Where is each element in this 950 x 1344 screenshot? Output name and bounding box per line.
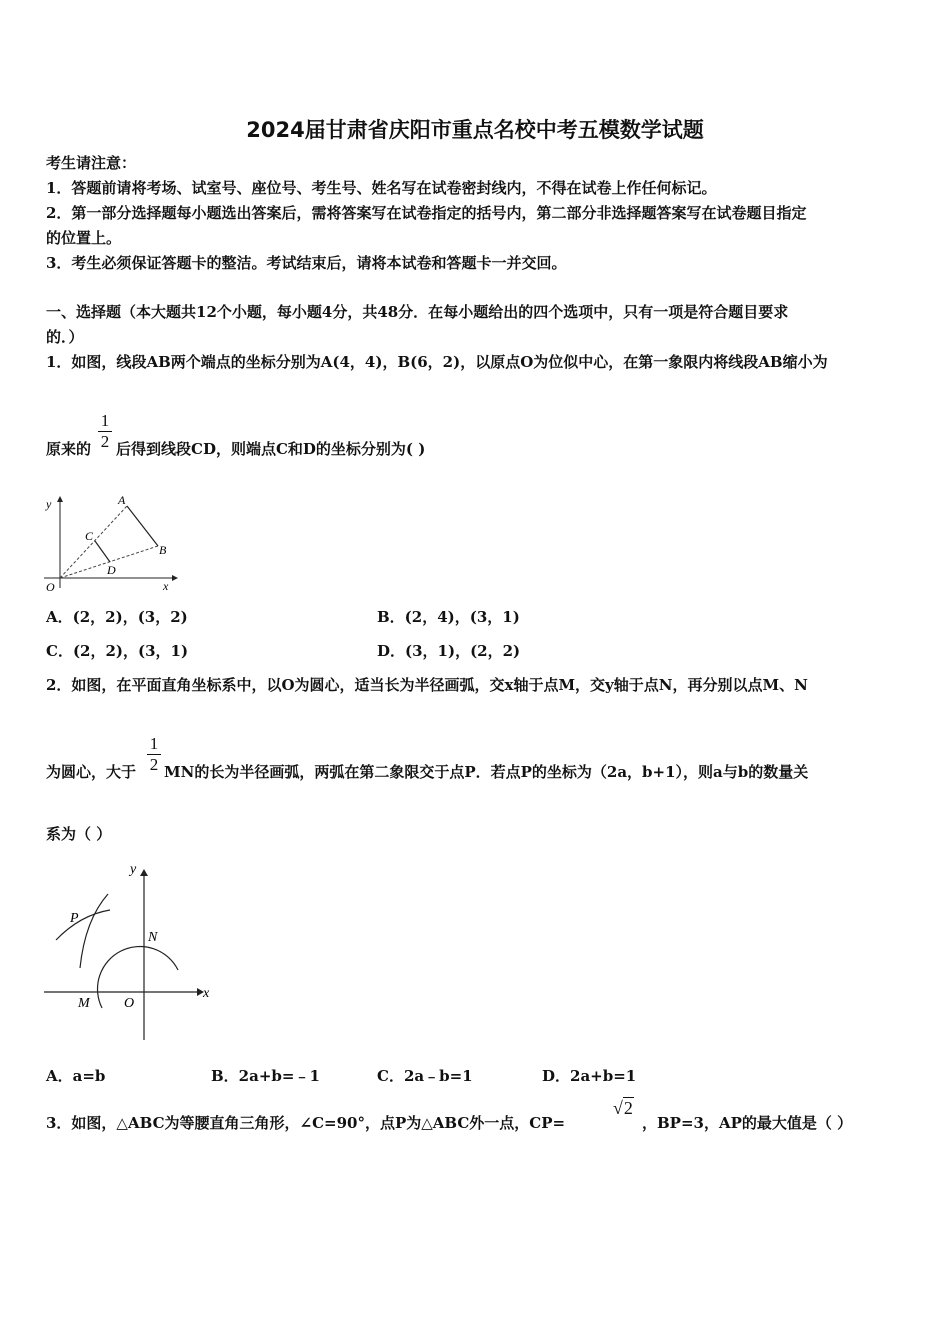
q2-fraction-denominator: 2 <box>149 755 159 774</box>
q3-stem-post: ，BP=3，AP的最大值是（ ） <box>642 1114 853 1132</box>
q1-label-d: D <box>107 563 116 577</box>
section-heading-cont: 的．） <box>46 328 84 346</box>
q1-fraction-denominator: 2 <box>100 432 110 451</box>
q2-stem: 2．如图，在平面直角坐标系中，以O为圆心，适当长为半径画弧，交x轴于点M，交y轴于点N，再分别以点M、N <box>46 676 808 694</box>
q1-fraction <box>98 412 112 451</box>
q1-label-o: O <box>46 580 55 594</box>
q2-option-c: C．2a﹣b=1 <box>377 1067 473 1085</box>
q2-figure <box>40 860 220 1045</box>
q1-option-a: A．(2，2)，(3，2) <box>46 608 188 626</box>
q2-label-p: P <box>70 911 79 926</box>
q1-stem-pre: 原来的 <box>46 440 92 458</box>
notice-item-3: 3．考生必须保证答题卡的整洁。考试结束后，请将本试卷和答题卡一并交回。 <box>46 254 567 272</box>
q3-sqrt <box>613 1098 634 1119</box>
notice-item-2-cont: 的位置上。 <box>46 229 122 247</box>
q2-stem-pre: 为圆心，大于 <box>46 763 137 781</box>
notice-item-1: 1．答题前请将考场、试室号、座位号、考生号、姓名写在试卷密封线内，不得在试卷上作任何标记。 <box>46 179 717 197</box>
q1-stem: 1．如图，线段AB两个端点的坐标分别为A(4，4)，B(6，2)，以原点O为位似中心，在第一象限内将线段AB缩小为 <box>46 353 828 371</box>
q1-fraction-numerator: 1 <box>100 411 110 430</box>
q2-label-m: M <box>78 996 90 1011</box>
q1-label-y: y <box>46 497 52 511</box>
q2-label-x: x <box>203 986 210 1001</box>
q1-option-d: D．(3，1)，(2，2) <box>377 642 521 660</box>
page-title: 2024届甘肃省庆阳市重点名校中考五模数学试题 <box>246 118 704 142</box>
q2-arc-from-m <box>56 910 110 940</box>
q1-segment-CD <box>95 541 110 562</box>
q2-fraction-numerator: 1 <box>149 734 159 753</box>
q1-segment-AB <box>127 506 158 546</box>
section-heading: 一、选择题（本大题共12个小题，每小题4分，共48分．在每小题给出的四个选项中，只有一项是符合题目要求 <box>46 303 789 321</box>
q1-label-x: x <box>163 579 169 593</box>
notice-item-2: 2．第一部分选择题每小题选出答案后，需将答案写在试卷指定的括号内，第二部分非选择题答案写在试卷题目指定 <box>46 204 807 222</box>
q1-label-b: B <box>159 543 167 557</box>
q2-arc-center-o <box>98 947 178 1008</box>
q2-arc-from-n <box>80 894 108 968</box>
q3-sqrt-symbol: √ <box>613 1098 623 1118</box>
q2-option-d: D．2a+b=1 <box>542 1067 637 1085</box>
q2-stem-end: 系为（ ） <box>46 825 112 843</box>
q1-option-c: C．(2，2)，(3，1) <box>46 642 189 660</box>
q1-label-a: A <box>118 493 126 507</box>
q1-option-b: B．(2，4)，(3，1) <box>377 608 520 626</box>
q2-label-y: y <box>130 862 137 877</box>
q1-label-c: C <box>85 529 94 543</box>
q1-figure <box>40 490 180 595</box>
q1-stem-post: 后得到线段CD，则端点C和D的坐标分别为( ) <box>116 440 426 458</box>
q2-option-a: A．a=b <box>46 1067 106 1085</box>
q2-stem-post: MN的长为半径画弧，两弧在第二象限交于点P．若点P的坐标为（2a，b+1），则a与b的数量关 <box>164 763 809 781</box>
q3-sqrt-radicand: 2 <box>623 1098 633 1118</box>
q3-stem-pre: 3．如图，△ABC为等腰直角三角形，∠C=90°，点P为△ABC外一点，CP= <box>46 1114 566 1132</box>
notice-heading: 考生请注意： <box>46 154 137 172</box>
q2-label-n: N <box>148 930 158 945</box>
q2-option-b: B．2a+b=﹣1 <box>211 1067 320 1085</box>
q2-label-o: O <box>124 996 135 1011</box>
q2-fraction <box>147 735 161 774</box>
